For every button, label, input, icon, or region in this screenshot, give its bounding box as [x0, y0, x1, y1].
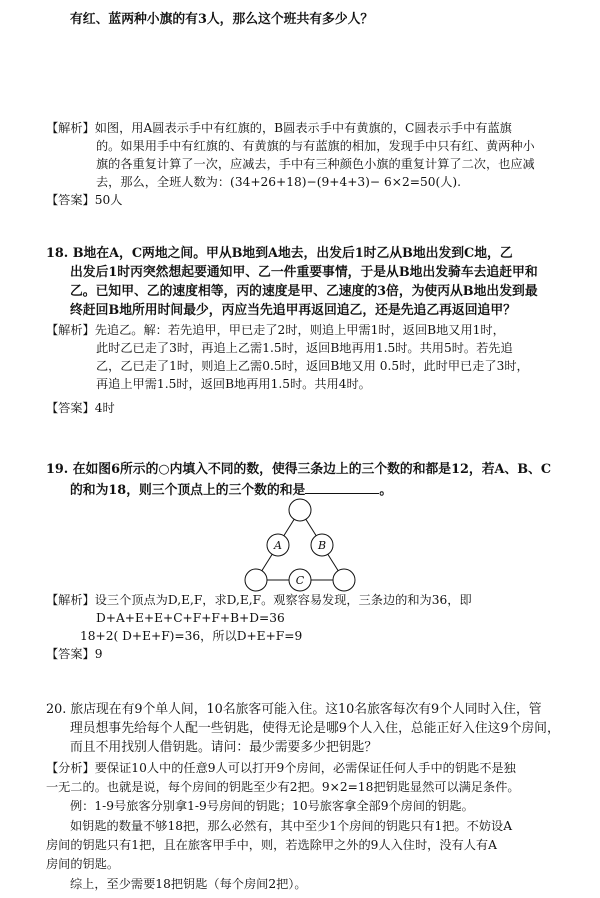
solution-line: 【解析】设三个顶点为D,E,F，求D,E,F。观察容易发现，三条边的和为36，即 — [46, 593, 472, 607]
analysis-line: 房间的钥匙只有1把，且在旅客甲手中，则，若选除甲之外的9人入住时，没有人有A — [46, 838, 497, 852]
answer-line — [46, 192, 122, 208]
question-18-line: 出发后1时丙突然想起要通知甲、乙一件重要事情，于是从B地出发骑车去追赶甲和 — [70, 265, 538, 280]
node-label-a: A — [274, 539, 282, 552]
solution-line: 的。如果用手中有红旗的、有黄旗的与有蓝旗的相加，发现手中只有红、黄两种小 — [96, 139, 535, 153]
analysis-line: 【分析】要保证10人中的任意9人可以打开9个房间，必需保证任何人手中的钥匙不是独 — [46, 761, 516, 775]
vertex-circle-top — [289, 499, 311, 521]
question-19-text: 的和为18，则三个顶点上的三个数的和是 — [70, 483, 306, 498]
node-label-b: B — [317, 539, 327, 552]
question-18-line: 18. B地在A，C两地之间。甲从B地到A地去，出发后1时乙从B地出发到C地，乙 — [46, 246, 513, 261]
analysis-line: 一无二的。也就是说，每个房间的钥匙至少有2把。9×2=18把钥匙显然可以满足条件。 — [46, 780, 520, 794]
solution-line: 18+2( D+E+F)=36，所以D+E+F=9 — [80, 629, 303, 643]
answer-line — [46, 646, 103, 662]
answer-value: 50人 — [94, 193, 123, 207]
question-19-line: 19. 在如图6所示的○内填入不同的数，使得三条边上的三个数的和都是12，若A、B、C — [46, 462, 552, 477]
question-20-line: 20. 旅店现在有9个单人间，10名旅客可能入住。这10名旅客每次有9个人同时入住，管 — [46, 702, 542, 717]
answer-value: 4时 — [94, 401, 115, 415]
vertex-circle-right — [333, 569, 355, 591]
question-18-line: 终赶回B地所用时间最少，丙应当先追甲再返回追乙，还是先追乙再返回追甲？ — [70, 303, 516, 318]
problem-text-line: 有红、蓝两种小旗的有3人，那么这个班共有多少人？ — [70, 12, 374, 27]
analysis-line: 如钥匙的数量不够18把，那么必然有，其中至少1个房间的钥匙只有1把。不妨设A — [70, 819, 513, 833]
solution-line: 旗的各重复计算了一次，应减去，手中有三种颜色小旗的重复计算了二次，也应减 — [96, 157, 535, 171]
solution-line: 【解析】如图，用A圆表示手中有红旗的，B圆表示手中有黄旗的，C圆表示手中有蓝旗 — [46, 121, 512, 135]
question-20-line: 理员想事先给每个人配一些钥匙，使得无论是哪9个人入住，总能正好入住这9个房间， — [70, 721, 560, 736]
node-label-c: C — [295, 574, 305, 587]
analysis-line: 综上，至少需要18把钥匙（每个房间2把）。 — [70, 877, 307, 891]
solution-line: 再追上甲需1.5时，返回B地再用1.5时。共用4时。 — [96, 377, 371, 391]
answer-value: 9 — [94, 647, 103, 661]
answer-label: 【答案】 — [46, 647, 95, 661]
question-20-line: 而且不用找别人借钥匙。请问：最少需要多少把钥匙？ — [70, 740, 378, 755]
question-18-line: 乙。已知甲、乙的速度相等，丙的速度是甲、乙速度的3倍，为使丙从B地出发到最 — [70, 284, 538, 299]
answer-label: 【答案】 — [46, 401, 95, 415]
answer-line — [46, 400, 115, 416]
vertex-circle-left — [245, 569, 267, 591]
triangle-diagram-svg — [234, 492, 366, 600]
answer-label: 【答案】 — [46, 193, 95, 207]
solution-line: 此时乙已走了3时，再追上乙需1.5时，返回B地再用1.5时。共用5时。若先追 — [96, 341, 513, 355]
triangle-circle-diagram — [234, 492, 366, 600]
solution-line: 去，那么，全班人数为：(34+26+18)−(9+4+3)− 6×2=50(人). — [96, 175, 462, 189]
analysis-line: 例：1-9号旅客分别拿1-9号房间的钥匙；10号旅客拿全部9个房间的钥匙。 — [70, 799, 474, 813]
solution-line: D+A+E+E+C+F+F+B+D=36 — [96, 611, 285, 625]
solution-line: 乙，乙已走了1时，则追上乙需0.5时，返回B地又用 0.5时，此时甲已走了3时， — [96, 359, 529, 373]
analysis-line: 房间的钥匙。 — [46, 857, 120, 871]
solution-line: 【解析】先追乙。解：若先追甲，甲已走了2时，则追上甲需1时，返回B地又用1时， — [46, 323, 505, 337]
question-19-end: 。 — [379, 483, 393, 498]
